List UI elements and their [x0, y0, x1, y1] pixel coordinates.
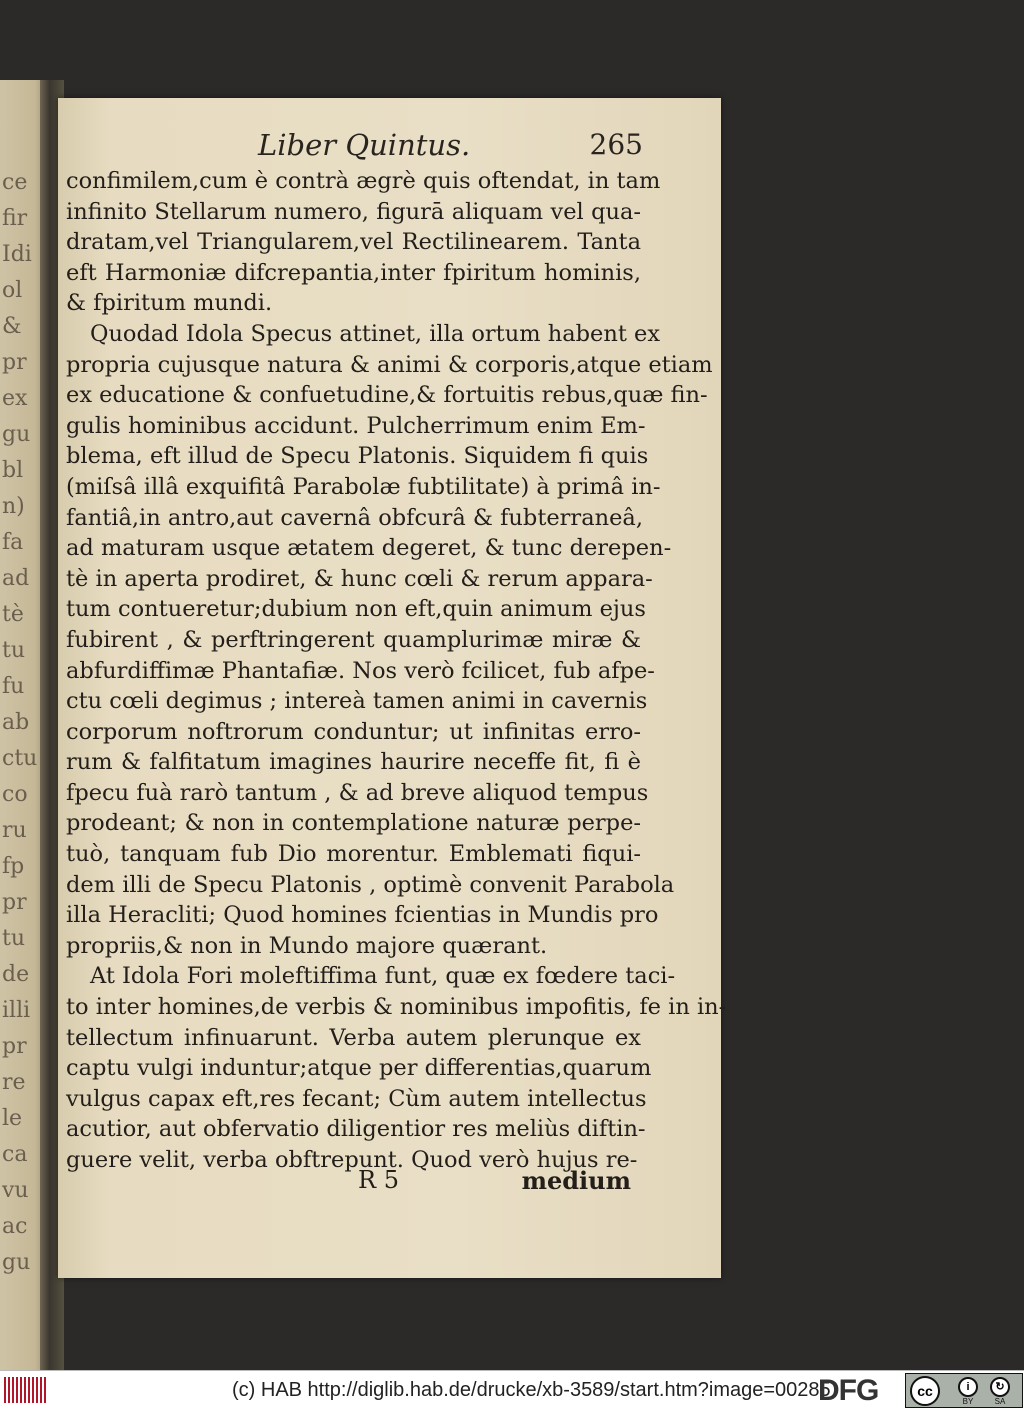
text-line: fubirent , & perftringerent quamplurimæ miræ & [66, 626, 641, 653]
share-alike-icon: ↻ [990, 1377, 1010, 1397]
text-line: At Idola Fori moleftiffima funt, quæ ex fœdere taci- [90, 963, 676, 990]
dfg-logo: DFG [818, 1374, 879, 1407]
text-line: infinito Stellarum numero, figurā aliquam vel qua- [66, 198, 641, 225]
sa-label: SA [994, 1397, 1006, 1406]
facing-page-fragment: tè [2, 602, 24, 627]
text-line: propriis,& non in Mundo majore quærant. [66, 932, 548, 959]
facing-page-fragment: ctu [2, 746, 38, 771]
book-page [58, 98, 727, 1278]
facing-page-fragment: fp [2, 854, 25, 879]
cc-license-badge[interactable] [905, 1373, 1023, 1408]
facing-page-fragment: tu [2, 926, 26, 951]
text-line: illa Heracliti; Quod homines fcientias in Mundis pro [66, 902, 659, 929]
text-line: captu vulgi induntur;atque per differentias,quarum [66, 1055, 652, 1082]
page-number: 265 [589, 128, 643, 161]
text-line: to inter homines,de verbis & nominibus impofitis, fe in in- [66, 994, 727, 1021]
text-line: blema, eft illud de Specu Platonis. Siquidem fi quis [66, 443, 649, 470]
text-line: tuò, tanquam fub Dio morentur. Emblemati fiqui- [66, 841, 641, 868]
facing-page-fragment: pr [2, 1034, 27, 1059]
facing-page-fragment: ab [2, 710, 30, 735]
text-line: prodeant; & non in contemplatione naturæ perpe- [66, 810, 641, 837]
text-line: confimilem,cum è contrà ægrè quis oftendat, in tam [66, 168, 661, 194]
text-line: dratam,vel Triangularem,vel Rectilinearem. Tanta [66, 229, 641, 256]
facing-page-fragment: vu [2, 1178, 29, 1203]
facing-page-fragment: ca [2, 1142, 28, 1167]
text-line: corporum noftrorum conduntur; ut infinitas erro- [66, 718, 641, 745]
by-label: BY [962, 1397, 974, 1406]
facing-page-fragment: pr [2, 890, 27, 915]
text-line: propria cujusque natura & animi & corporis,atque etiam [66, 351, 713, 378]
text-line: gulis hominibus accidunt. Pulcherrimum enim Em- [66, 412, 646, 439]
source-caption[interactable]: (c) HAB http://diglib.hab.de/drucke/xb-3589/start.htm?image=00285 [232, 1379, 831, 1401]
text-line: dem illi de Specu Platonis , optimè convenit Parabola [66, 871, 675, 898]
text-line: ctu cœli degimus ; intereà tamen animi in cavernis [66, 688, 648, 715]
text-line: rum & falfitatum imagines haurire neceffe fit, fi è [66, 749, 641, 776]
facing-page-fragment: Idi [2, 242, 32, 267]
hab-logo-icon [4, 1377, 48, 1403]
catchword: medium [521, 1166, 631, 1195]
text-line: tellectum infinuarunt. Verba autem plerunque ex [66, 1024, 641, 1051]
facing-page-fragment: ce [2, 170, 28, 195]
facing-page-fragment: pr [2, 350, 27, 375]
facing-page-fragment: ex [2, 386, 28, 411]
viewer-footer [0, 1370, 1024, 1410]
facing-page-fragment: illi [2, 998, 31, 1023]
text-line: acutior, aut obfervatio diligentior res meliùs diftin- [66, 1116, 646, 1143]
text-line: (miſsâ illâ exquifitâ Parabolæ fubtilitate) à primâ in- [66, 473, 661, 500]
text-line: eft Harmoniæ difcrepantia,inter fpiritum hominis, [66, 259, 641, 286]
text-line: abfurdiffimæ Phantafiæ. Nos verò fcilicet, fub afpe- [66, 657, 655, 684]
facing-page-fragment: gu [2, 422, 31, 447]
facing-page-fragment: fir [2, 206, 28, 231]
text-line: ex educatione & confuetudine,& fortuitis rebus,quæ fin- [66, 382, 708, 409]
text-line: ad maturam usque ætatem degeret, & tunc derepen- [66, 535, 672, 562]
facing-page-fragment: tu [2, 638, 26, 663]
facing-page-fragment: fa [2, 530, 24, 555]
facing-page-fragment: n) [2, 494, 25, 519]
attribution-icon: i [958, 1377, 978, 1397]
text-line: fpecu fuà rarò tantum , & ad breve aliquod tempus [66, 779, 649, 806]
facing-page-fragment: gu [2, 1250, 31, 1275]
facing-page-fragment: ru [2, 818, 27, 843]
facing-page-fragment: & [2, 314, 22, 339]
text-line: Quodad Idola Specus attinet, illa ortum habent ex [90, 320, 661, 347]
facing-page-fragment: fu [2, 674, 25, 699]
facing-page-fragment: ol [2, 278, 23, 303]
text-line: tè in aperta prodiret, & hunc cœli & rerum appara- [66, 565, 653, 592]
running-title: Liber Quintus. [258, 128, 471, 162]
text-line: vulgus capax eft,res fecant; Cùm autem intellectus [66, 1085, 647, 1112]
facing-page-fragment: co [2, 782, 28, 807]
page-header [58, 128, 721, 168]
facing-page-fragment: ad [2, 566, 30, 591]
facing-page-fragment: re [2, 1070, 26, 1095]
text-line: fantiâ,in antro,aut cavernâ obfcurâ & fubterraneâ, [66, 504, 643, 531]
text-line: tum contueretur;dubium non eft,quin animum ejus [66, 596, 646, 623]
facing-page-fragment: ac [2, 1214, 28, 1239]
text-line: guere velit, verba obftrepunt. Quod verò hujus re- [66, 1147, 638, 1173]
facing-page-fragment: bl [2, 458, 24, 483]
facing-page-fragment: de [2, 962, 30, 987]
facing-page-fragment: le [2, 1106, 23, 1131]
cc-icon: cc [910, 1376, 940, 1406]
body-text [66, 166, 727, 1176]
text-line: & fpiritum mundi. [66, 290, 273, 317]
signature-mark: R 5 [358, 1166, 399, 1194]
